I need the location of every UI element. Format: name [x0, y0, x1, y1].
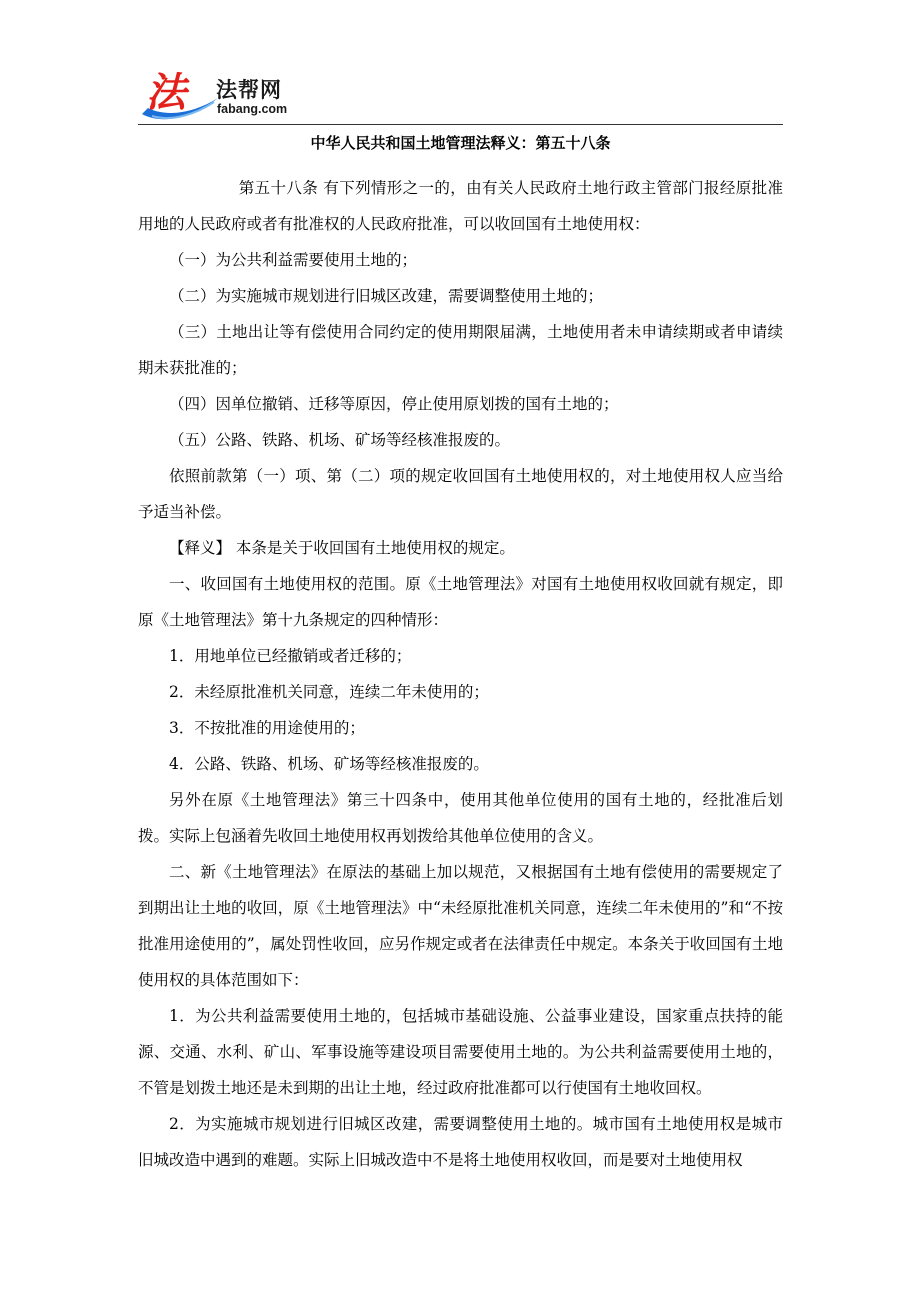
list-item: 2．为实施城市规划进行旧城区改建，需要调整使用土地的。城市国有土地使用权是城市旧城改造中遇到的难题。实际上旧城改造中不是将土地使用权收回，而是要对土地使用权 [138, 1115, 783, 1169]
article-item: （一）为公共利益需要使用土地的； [169, 251, 418, 269]
interpretation-paragraph: 一、收回国有土地使用权的范围。原《土地管理法》对国有土地使用权收回就有规定，即原《土地管理法》第十九条规定的四种情形： [138, 575, 783, 629]
document-body [138, 170, 783, 1178]
document-title: 中华人民共和国土地管理法释义：第五十八条 [310, 134, 611, 152]
list-item: 1．用地单位已经撤销或者迁移的； [169, 647, 412, 665]
article-paragraph: 依照前款第（一）项、第（二）项的规定收回国有土地使用权的，对土地使用权人应当给予适当补偿。 [138, 467, 783, 521]
interpretation-heading: 【释义】 本条是关于收回国有土地使用权的规定。 [169, 539, 515, 557]
logo-glyph: 法 [146, 69, 186, 116]
article-item: （二）为实施城市规划进行旧城区改建，需要调整使用土地的； [169, 287, 604, 305]
site-brand: 法帮网 [216, 78, 282, 102]
interpretation-paragraph: 二、新《土地管理法》在原法的基础上加以规范，又根据国有土地有偿使用的需要规定了到期出让土地的收回，原《土地管理法》中“未经原批准机关同意，连续二年未使用的”和“不按批准用途使用的”，属处罚性收回，应另作规定或者在法律责任中规定。本条关于收回国有土地使用权的具体范围如下： [138, 863, 783, 989]
article-item: （四）因单位撤销、迁移等原因，停止使用原划拨的国有土地的； [169, 395, 619, 413]
list-item: 4．公路、铁路、机场、矿场等经核准报废的。 [169, 755, 489, 773]
site-header [138, 62, 783, 126]
article-item: （五）公路、铁路、机场、矿场等经核准报废的。 [169, 431, 511, 449]
interpretation-paragraph: 另外在原《土地管理法》第三十四条中，使用其他单位使用的国有土地的，经批准后划拨。实际上包涵着先收回土地使用权再划拨给其他单位使用的含义。 [138, 791, 783, 845]
article-text: 第五十八条 有下列情形之一的，由有关人民政府土地行政主管部门报经原批准用地的人民政府或者有批准权的人民政府批准，可以收回国有土地使用权： [138, 179, 783, 233]
site-domain: fabang.com [217, 102, 288, 116]
list-item: 2．未经原批准机关同意，连续二年未使用的； [169, 683, 489, 701]
list-item: 1．为公共利益需要使用土地的，包括城市基础设施、公益事业建设，国家重点扶持的能源、交通、水利、矿山、军事设施等建设项目需要使用土地的。为公共利益需要使用土地的，不管是划拨土地还是未到期的出让土地，经过政府批准都可以行使国有土地收回权。 [138, 1007, 783, 1097]
header-divider [138, 124, 783, 125]
list-item: 3．不按批准的用途使用的； [169, 719, 365, 737]
fabang-logo-icon [138, 64, 222, 122]
article-item: （三）土地出让等有偿使用合同约定的使用期限届满，土地使用者未申请续期或者申请续期未获批准的； [138, 323, 783, 377]
